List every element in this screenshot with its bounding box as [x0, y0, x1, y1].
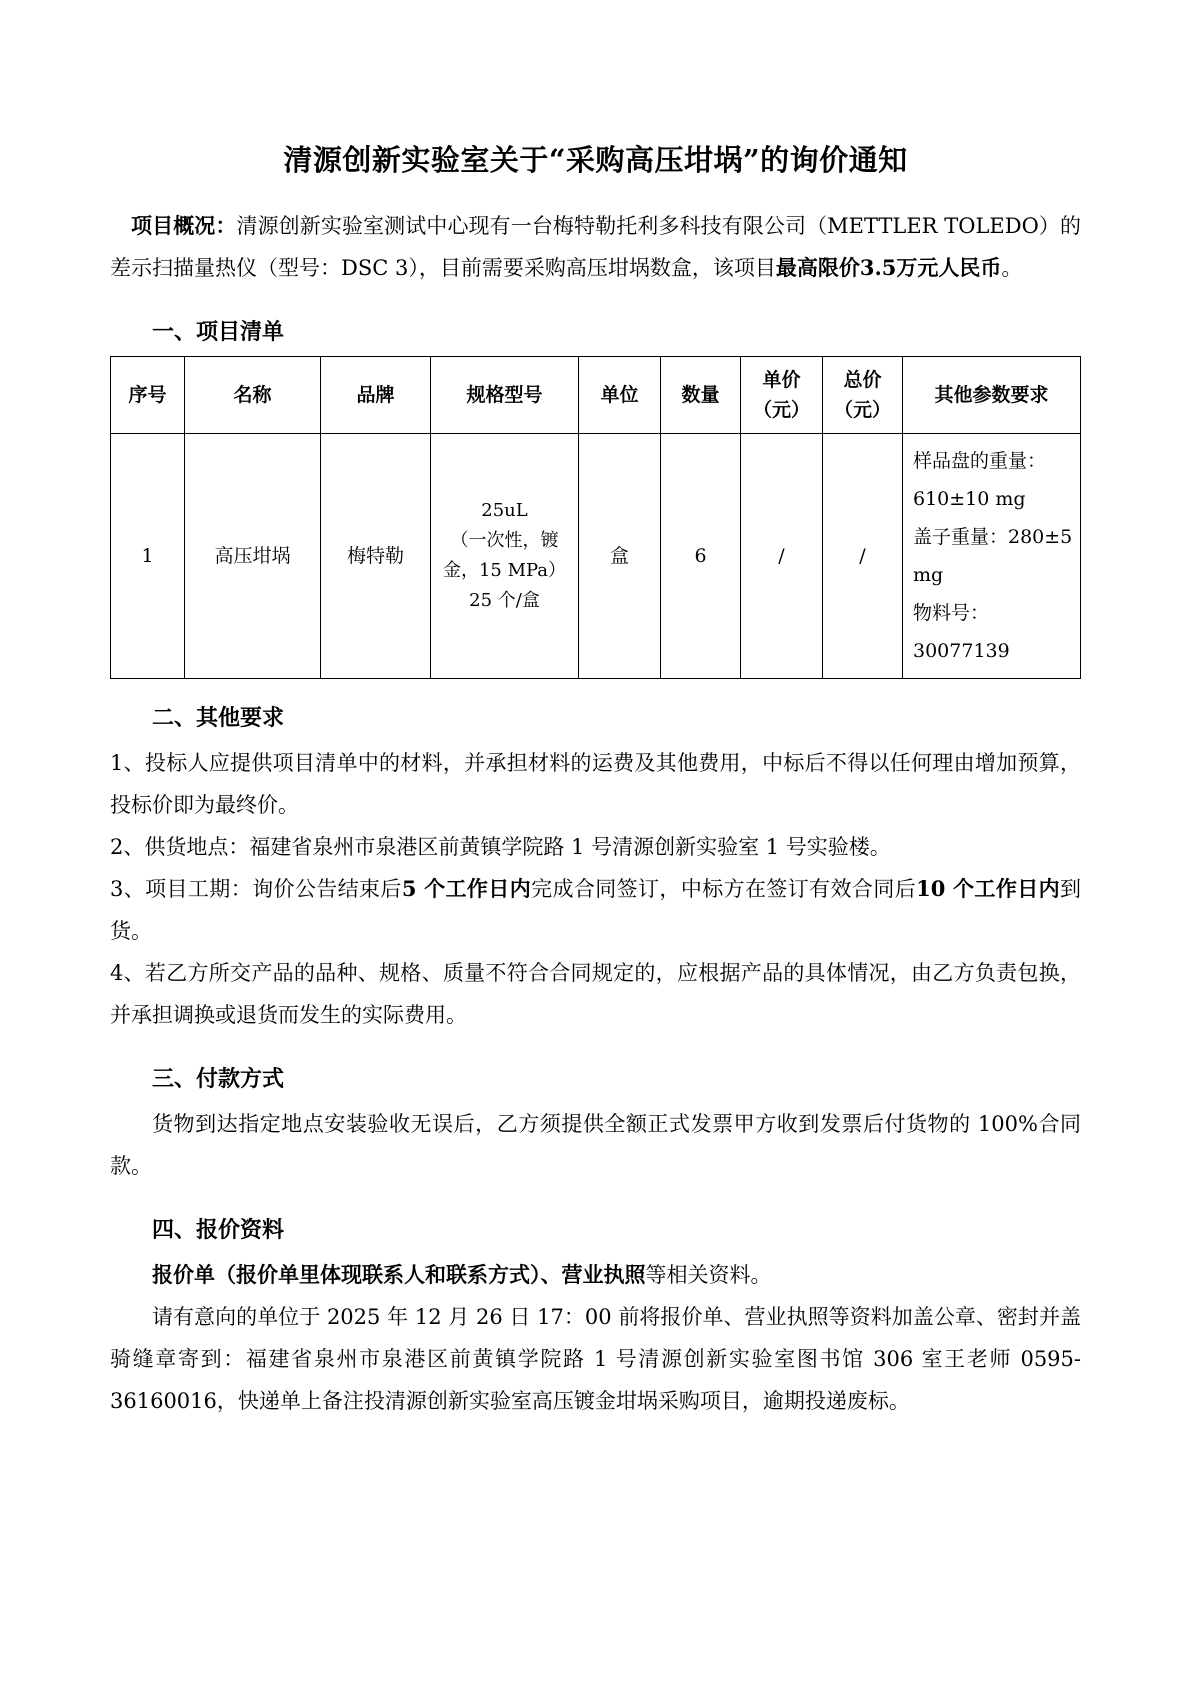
requirement-item-3-d: 10 个工作日内 [916, 876, 1060, 901]
item-list-table [110, 356, 1081, 679]
cell-name: 高压坩埚 [185, 434, 321, 679]
cell-total-price: / [823, 434, 903, 679]
requirement-item-2: 2、供货地点：福建省泉州市泉港区前黄镇学院路 1 号清源创新实验室 1 号实验楼。 [110, 835, 891, 859]
section-heading-item-list: 一、项目清单 [152, 319, 285, 345]
th-spec: 规格型号 [431, 357, 579, 434]
cell-other-line3: 物料号：30077139 [913, 602, 1010, 662]
cell-other-params [903, 434, 1081, 679]
th-other-params: 其他参数要求 [903, 357, 1081, 434]
th-unit: 单位 [579, 357, 661, 434]
section-heading-quotation: 四、报价资料 [152, 1217, 285, 1243]
th-name: 名称 [185, 357, 321, 434]
requirement-item-3-a: 3、项目工期：询价公告结束后 [110, 877, 402, 901]
th-brand: 品牌 [321, 357, 431, 434]
payment-paragraph: 货物到达指定地点安装验收无误后，乙方须提供全额正式发票甲方收到发票后付货物的 100%合同款。 [110, 1112, 1081, 1178]
section-heading-payment: 三、付款方式 [152, 1066, 285, 1092]
overview-text-1: 清源创新实验室测试中心现有一台梅特勒托利多科技有限公司（METTLER TOLEDO）的差示扫描量热仪（型号：DSC 3），目前需要采购高压坩埚数盒，该项目 [110, 214, 1082, 280]
quotation-materials-paragraph [110, 1254, 1081, 1296]
page-title: 清源创新实验室关于“采购高压坩埚”的询价通知 [283, 143, 908, 177]
section-heading-other-requirements: 二、其他要求 [152, 705, 285, 731]
th-total-price-line2: （元） [833, 399, 891, 421]
cell-qty: 6 [661, 434, 741, 679]
cell-spec-line2: （一次性，镀 [450, 530, 559, 551]
project-overview-paragraph [110, 205, 1081, 289]
cell-spec [431, 434, 579, 679]
th-total-price-line1: 总价 [843, 369, 882, 391]
overview-text-2: 。 [1001, 256, 1023, 280]
cell-unit: 盒 [579, 434, 661, 679]
cell-other-line1: 样品盘的重量：610±10 mg [913, 450, 1047, 510]
cell-other-line2: 盖子重量：280±5 mg [913, 526, 1073, 586]
th-unit-price-line1: 单价 [762, 369, 801, 391]
requirement-item-4: 4、若乙方所交产品的品种、规格、质量不符合合同规定的，应根据产品的具体情况，由乙方负责包换，并承担调换或退货而发生的实际费用。 [110, 961, 1081, 1027]
cell-unit-price: / [741, 434, 823, 679]
cell-no: 1 [111, 434, 185, 679]
quotation-submission-paragraph: 请有意向的单位于 2025 年 12 月 26 日 17：00 前将报价单、营业执照等资料加盖公章、密封并盖骑缝章寄到：福建省泉州市泉港区前黄镇学院路 1 号清源创新实验室图书馆 306 室王老师 0595-36160016，快递单上备注投清源创新实验室高压镀金坩埚采购项目，逾期投递废标。 [110, 1305, 1081, 1413]
requirement-item-1: 1、投标人应提供项目清单中的材料，并承担材料的运费及其他费用，中标后不得以任何理由增加预算，投标价即为最终价。 [110, 751, 1081, 817]
table-row [111, 434, 1081, 679]
quotation-materials-rest: 等相关资料。 [645, 1263, 772, 1287]
th-total-price [823, 357, 903, 434]
cell-spec-line3: 金，15 MPa） [442, 560, 567, 581]
overview-label: 项目概况： [131, 213, 237, 238]
th-unit-price-line2: （元） [752, 399, 810, 421]
th-unit-price [741, 357, 823, 434]
requirement-item-3 [110, 868, 1081, 952]
requirement-item-3-c: 完成合同签订，中标方在签订有效合同后 [531, 877, 917, 901]
cell-brand: 梅特勒 [321, 434, 431, 679]
cell-spec-line1: 25uL [481, 500, 528, 521]
requirement-item-3-b: 5 个工作日内 [401, 876, 532, 901]
overview-price-limit: 最高限价3.5万元人民币 [775, 255, 1002, 280]
table-header-row [111, 357, 1081, 434]
th-qty: 数量 [661, 357, 741, 434]
quotation-materials-bold: 报价单（报价单里体现联系人和联系方式）、营业执照 [152, 1262, 646, 1287]
th-no: 序号 [111, 357, 185, 434]
cell-spec-line4: 25 个/盒 [469, 590, 540, 611]
requirement-item-3-e: 到货。 [110, 877, 1081, 943]
